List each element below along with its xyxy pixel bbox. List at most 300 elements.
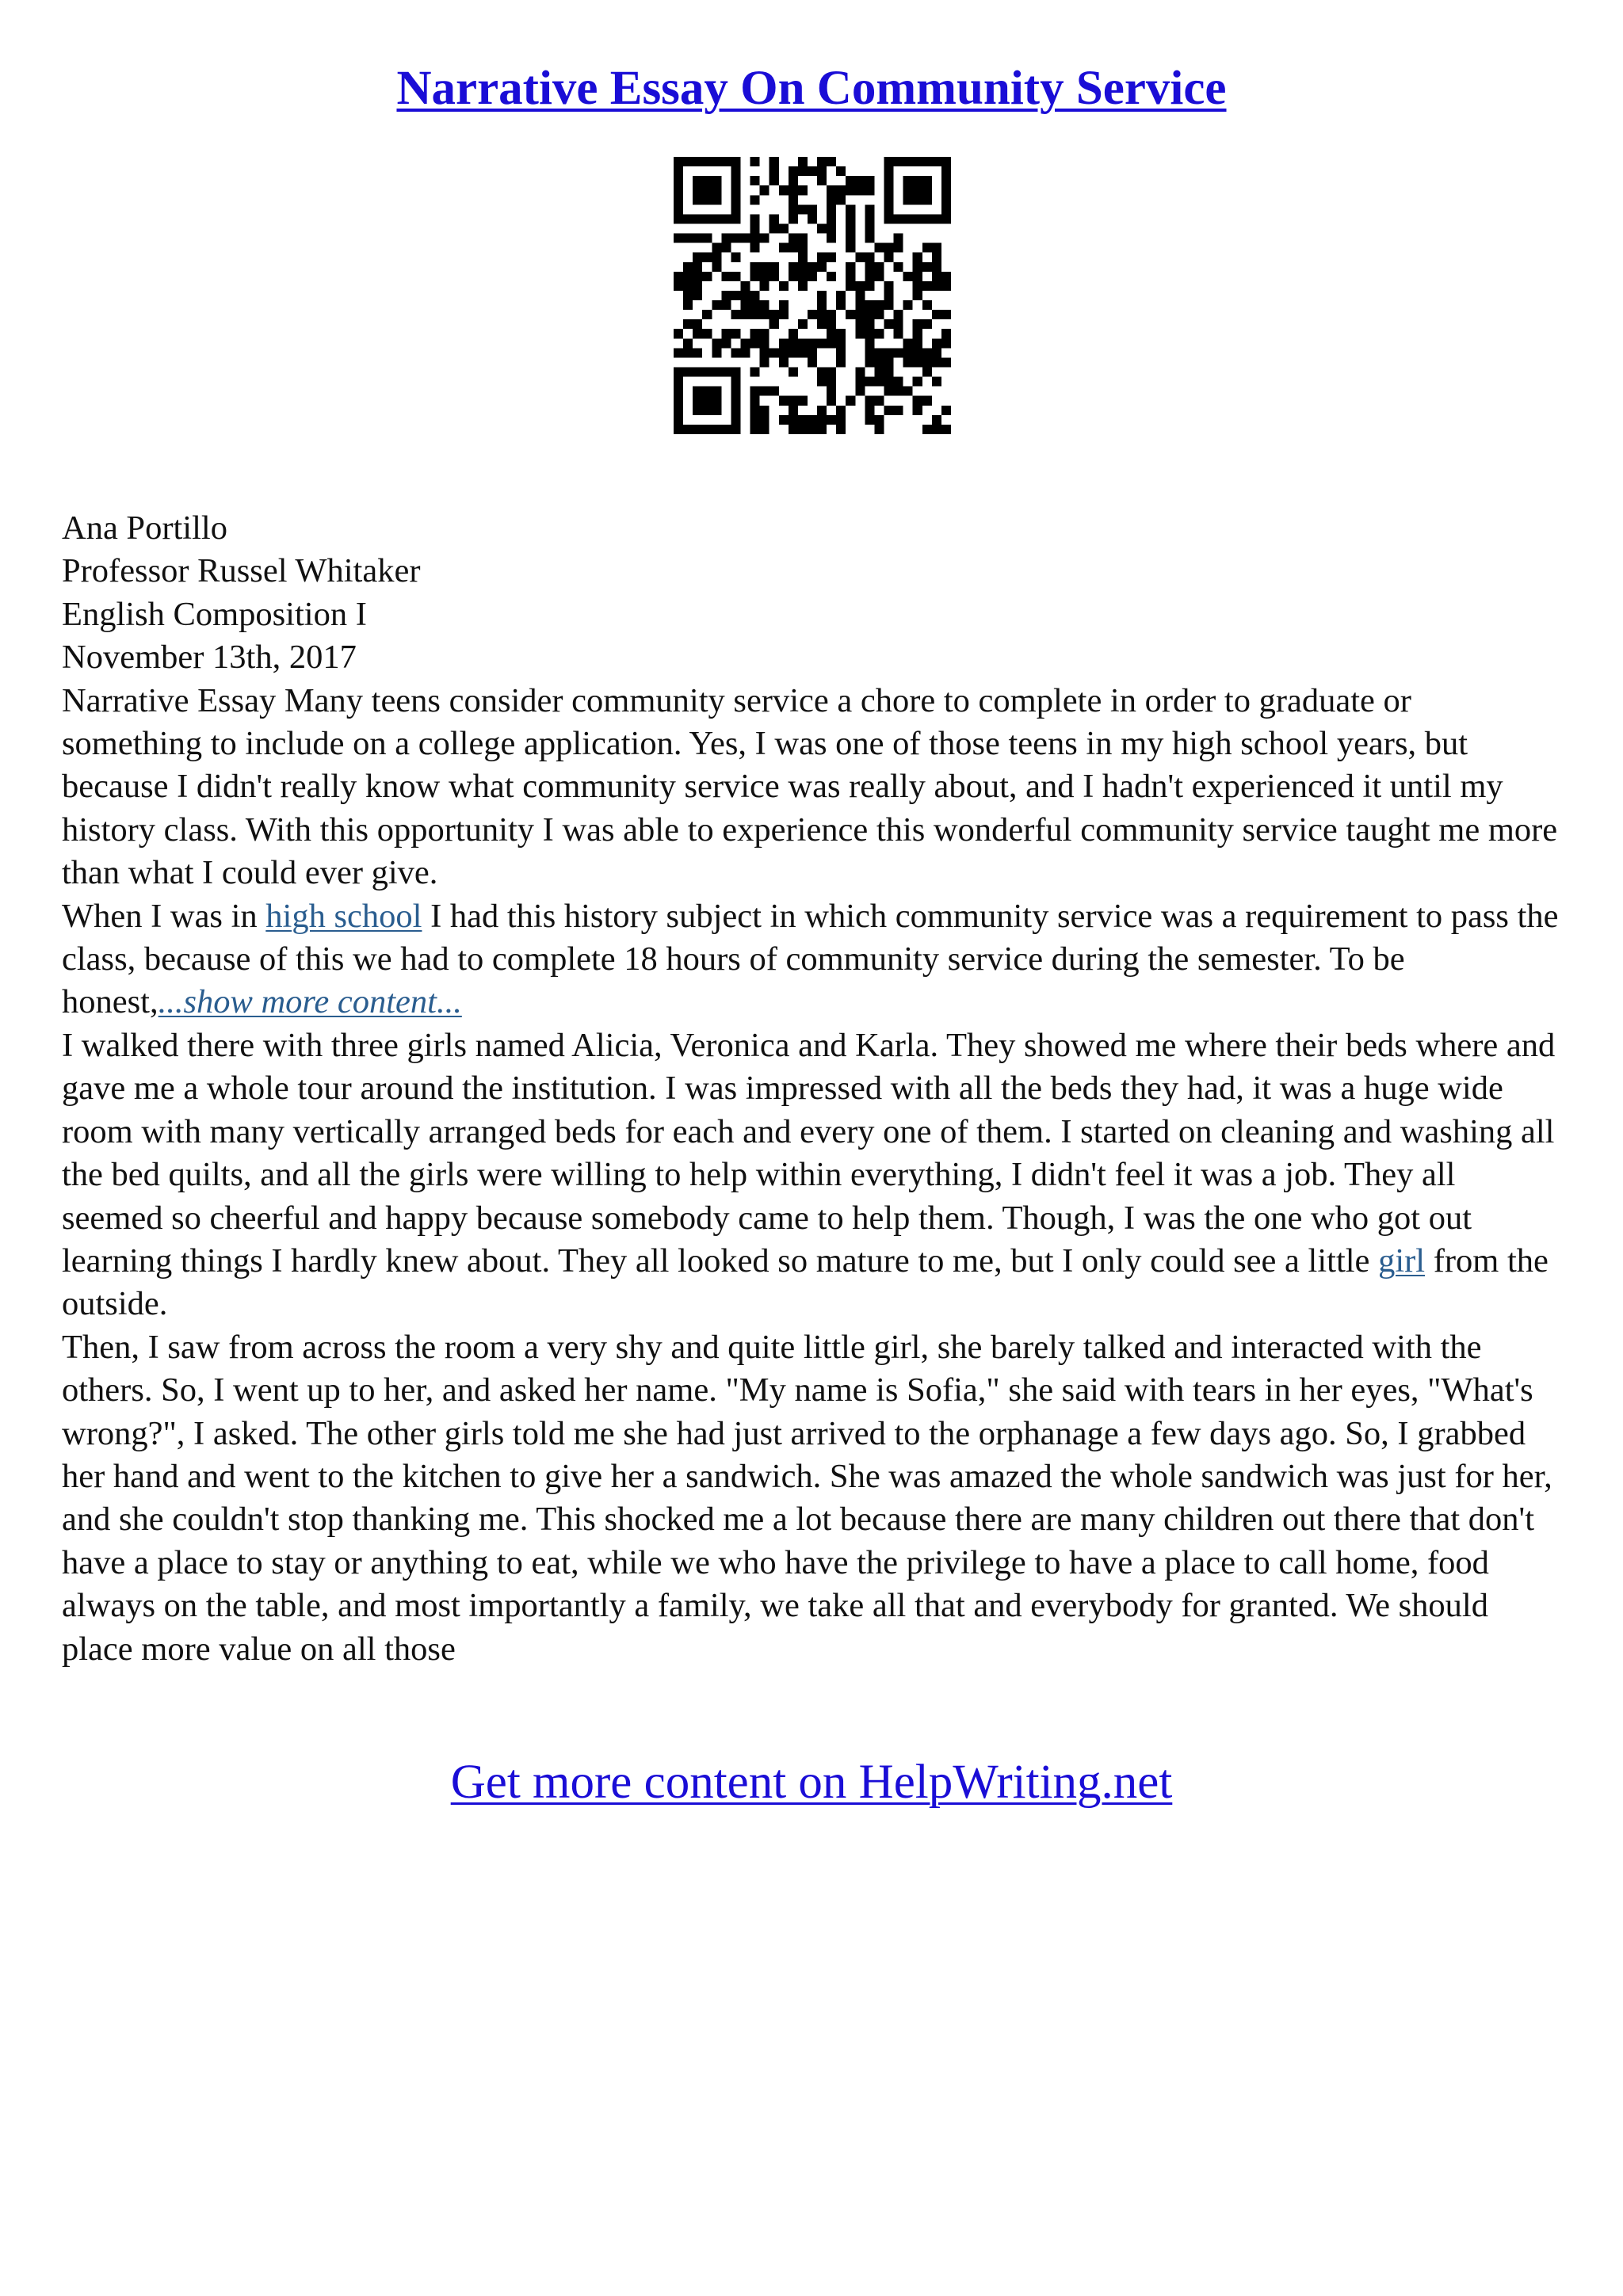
- qr-module: [798, 234, 808, 243]
- qr-module: [769, 166, 779, 176]
- qr-module: [913, 214, 922, 223]
- qr-module: [855, 310, 865, 319]
- essay-date: November 13th, 2017: [62, 639, 357, 677]
- qr-module: [789, 204, 798, 214]
- qr-module: [894, 157, 903, 166]
- qr-module: [721, 300, 731, 310]
- qr-module: [674, 166, 683, 176]
- qr-module: [750, 291, 760, 300]
- qr-module: [702, 396, 712, 406]
- qr-module: [674, 415, 683, 425]
- qr-module: [865, 214, 874, 223]
- paragraph-text: When I was in: [62, 897, 266, 935]
- qr-module: [808, 425, 817, 434]
- qr-module: [903, 185, 913, 195]
- qr-module: [674, 377, 683, 387]
- page-title: [0, 57, 1623, 120]
- qr-module: [731, 387, 740, 396]
- qr-module: [760, 281, 769, 291]
- qr-module: [836, 195, 846, 204]
- course-name: English Composition I: [62, 595, 367, 633]
- qr-module: [874, 377, 884, 387]
- qr-module: [865, 253, 874, 262]
- qr-module: [884, 157, 894, 166]
- paragraph-sofia: Then, I saw from across the room a very shy and quite little girl, she barely talked and interacted with the others. So, I went up to her, and asked her name. "My name is Sofia," she said with tears in her eyes, "What's wrong?", I asked. The other girls told me she had just arrived to the orphanage a few days ago. So, I grabbed her hand and went to the kitchen to give her a sandwich. She was amazed the whole sandwich was just for her, and she couldn't stop thanking me. This shocked me a lot because there are many children out there that don't have a place to stay or anything to eat, while we who have the privilege to have a place to call home, food always on the table, and most importantly a family, we take all that and everybody for granted. We should place more value on all those: [62, 1328, 1552, 1668]
- qr-module: [808, 214, 817, 223]
- qr-module: [712, 406, 721, 415]
- qr-module: [789, 262, 798, 272]
- qr-module: [941, 406, 951, 415]
- qr-module: [702, 272, 712, 281]
- qr-module: [884, 185, 894, 195]
- qr-module: [779, 357, 789, 367]
- qr-code-graphic: [674, 157, 951, 434]
- qr-module: [779, 396, 789, 406]
- high-school-link[interactable]: high school: [265, 897, 422, 935]
- qr-module: [941, 357, 951, 367]
- qr-module: [702, 195, 712, 204]
- qr-module: [922, 176, 932, 185]
- qr-module: [808, 338, 817, 348]
- qr-module: [817, 176, 827, 185]
- qr-module: [903, 348, 913, 357]
- qr-module: [846, 272, 855, 281]
- qr-module: [750, 223, 760, 233]
- qr-module: [913, 319, 922, 329]
- qr-module: [693, 157, 702, 166]
- paragraph-text: I walked there with three girls named Alicia, Veronica and Karla. They showed me where their beds where and gave me a whole tour around the institution. I was impressed with all the beds they had, it was a huge wide room with many vertically arranged beds for each and every one of them. I started on cleaning and washing all the bed quilts, and all the girls were willing to help within everything, I didn't feel it was a job. They all seemed so cheerful and happy because somebody came to help them. Though, I was the one who got out learning things I hardly knew about. They all looked so mature to me, but I only could see a little: [62, 1026, 1556, 1280]
- qr-module: [683, 272, 693, 281]
- qr-module: [922, 319, 932, 329]
- qr-module: [827, 272, 836, 281]
- qr-module: [894, 348, 903, 357]
- qr-module: [769, 157, 779, 166]
- qr-module: [789, 348, 798, 357]
- qr-module: [693, 176, 702, 185]
- qr-module: [922, 348, 932, 357]
- girl-link[interactable]: girl: [1378, 1241, 1426, 1280]
- qr-module: [712, 300, 721, 310]
- qr-module: [683, 348, 693, 357]
- qr-module: [789, 185, 798, 195]
- show-more-content-link[interactable]: ...show more content...: [158, 983, 462, 1021]
- qr-module: [789, 425, 798, 434]
- qr-module: [750, 243, 760, 253]
- qr-module: [750, 214, 760, 223]
- qr-module: [884, 319, 894, 329]
- qr-module: [760, 357, 769, 367]
- qr-module: [769, 262, 779, 272]
- qr-module: [913, 406, 922, 415]
- qr-module: [941, 425, 951, 434]
- qr-module: [932, 157, 941, 166]
- qr-module: [731, 348, 740, 357]
- qr-module: [731, 425, 740, 434]
- qr-module: [712, 348, 721, 357]
- qr-module: [674, 329, 683, 338]
- qr-module: [894, 234, 903, 243]
- qr-module: [798, 166, 808, 176]
- qr-module: [846, 243, 855, 253]
- qr-module: [827, 396, 836, 406]
- qr-module: [836, 166, 846, 176]
- qr-module: [922, 396, 932, 406]
- qr-module: [922, 157, 932, 166]
- qr-module: [760, 272, 769, 281]
- qr-module: [808, 310, 817, 319]
- qr-module: [855, 185, 865, 195]
- qr-module: [827, 214, 836, 223]
- qr-module: [865, 281, 874, 291]
- qr-module: [702, 425, 712, 434]
- qr-module: [702, 310, 712, 319]
- qr-module: [798, 253, 808, 262]
- qr-module: [693, 272, 702, 281]
- qr-module: [903, 357, 913, 367]
- qr-module: [913, 348, 922, 357]
- qr-module: [674, 176, 683, 185]
- qr-module: [779, 243, 789, 253]
- qr-module: [922, 262, 932, 272]
- qr-module: [932, 262, 941, 272]
- qr-module: [827, 415, 836, 425]
- qr-module: [846, 214, 855, 223]
- qr-module: [865, 396, 874, 406]
- qr-module: [884, 204, 894, 214]
- qr-module: [731, 396, 740, 406]
- qr-module: [683, 368, 693, 377]
- qr-module: [836, 357, 846, 367]
- qr-module: [712, 396, 721, 406]
- qr-module: [941, 204, 951, 214]
- qr-module: [760, 329, 769, 338]
- qr-module: [941, 329, 951, 338]
- qr-module: [683, 157, 693, 166]
- qr-module: [903, 387, 913, 396]
- qr-module: [674, 387, 683, 396]
- qr-code-icon: [674, 157, 951, 434]
- qr-module: [731, 176, 740, 185]
- qr-module: [932, 338, 941, 348]
- qr-module: [712, 185, 721, 195]
- qr-module: [683, 319, 693, 329]
- qr-module: [913, 377, 922, 387]
- qr-module: [740, 281, 750, 291]
- qr-module: [932, 415, 941, 425]
- qr-module: [740, 300, 750, 310]
- qr-module: [674, 185, 683, 195]
- qr-module: [865, 377, 874, 387]
- qr-module: [769, 319, 779, 329]
- qr-module: [884, 243, 894, 253]
- qr-module: [836, 338, 846, 348]
- qr-module: [884, 195, 894, 204]
- qr-module: [712, 253, 721, 262]
- qr-module: [693, 281, 702, 291]
- qr-module: [903, 195, 913, 204]
- qr-module: [817, 223, 827, 233]
- paragraph-intro: Narrative Essay Many teens consider community service a chore to complete in order to graduate or something to include on a college application. Yes, I was one of those teens in my high school years, but because I didn't really know what community service was really about, and I hadn't experienced it until my history class. With this opportunity I was able to experience this wonderful community service taught me more than what I could ever give.: [62, 681, 1558, 892]
- qr-module: [674, 214, 683, 223]
- qr-module: [750, 300, 760, 310]
- qr-module: [731, 406, 740, 415]
- qr-module: [865, 262, 874, 272]
- qr-module: [712, 214, 721, 223]
- qr-module: [846, 310, 855, 319]
- qr-module: [731, 166, 740, 176]
- qr-module: [827, 157, 836, 166]
- qr-module: [903, 214, 913, 223]
- qr-module: [913, 157, 922, 166]
- qr-module: [712, 262, 721, 272]
- qr-module: [855, 377, 865, 387]
- qr-module: [712, 387, 721, 396]
- qr-module: [884, 348, 894, 357]
- qr-module: [817, 157, 827, 166]
- qr-module: [779, 310, 789, 319]
- qr-module: [817, 415, 827, 425]
- qr-module: [808, 415, 817, 425]
- qr-module: [874, 348, 884, 357]
- qr-module: [922, 357, 932, 367]
- qr-module: [874, 272, 884, 281]
- qr-module: [884, 291, 894, 300]
- qr-module: [674, 368, 683, 377]
- qr-module: [731, 157, 740, 166]
- qr-module: [903, 300, 913, 310]
- qr-module: [865, 176, 874, 185]
- qr-module: [865, 300, 874, 310]
- qr-module: [836, 185, 846, 195]
- qr-module: [731, 329, 740, 338]
- qr-module: [789, 396, 798, 406]
- qr-module: [750, 425, 760, 434]
- qr-module: [865, 319, 874, 329]
- qr-module: [731, 185, 740, 195]
- qr-module: [884, 387, 894, 396]
- qr-module: [817, 425, 827, 434]
- qr-module: [798, 243, 808, 253]
- qr-module: [798, 157, 808, 166]
- qr-module: [817, 253, 827, 262]
- qr-module: [874, 396, 884, 406]
- qr-module: [855, 387, 865, 396]
- qr-module: [941, 176, 951, 185]
- qr-module: [865, 310, 874, 319]
- qr-module: [874, 243, 884, 253]
- qr-module: [731, 195, 740, 204]
- qr-module: [846, 262, 855, 272]
- qr-module: [769, 348, 779, 357]
- qr-module: [760, 185, 769, 195]
- qr-module: [674, 281, 683, 291]
- qr-module: [941, 338, 951, 348]
- qr-module: [769, 387, 779, 396]
- qr-module: [693, 406, 702, 415]
- qr-module: [693, 214, 702, 223]
- qr-module: [740, 310, 750, 319]
- qr-module: [760, 338, 769, 348]
- qr-module: [874, 310, 884, 319]
- qr-module: [855, 253, 865, 262]
- qr-module: [683, 338, 693, 348]
- qr-module: [894, 329, 903, 338]
- qr-module: [674, 272, 683, 281]
- qr-module: [932, 357, 941, 367]
- qr-module: [932, 425, 941, 434]
- qr-module: [798, 281, 808, 291]
- qr-module: [683, 300, 693, 310]
- qr-module: [683, 425, 693, 434]
- qr-module: [874, 300, 884, 310]
- qr-module: [865, 185, 874, 195]
- qr-module: [846, 281, 855, 291]
- qr-module: [760, 300, 769, 310]
- qr-module: [789, 195, 798, 204]
- qr-module: [721, 329, 731, 338]
- qr-module: [731, 368, 740, 377]
- qr-module: [874, 329, 884, 338]
- qr-module: [702, 185, 712, 195]
- qr-module: [827, 338, 836, 348]
- qr-module: [817, 319, 827, 329]
- qr-module: [941, 272, 951, 281]
- title-link[interactable]: Narrative Essay On Community Service: [396, 62, 1227, 115]
- qr-module: [789, 166, 798, 176]
- qr-module: [798, 415, 808, 425]
- qr-module: [779, 338, 789, 348]
- essay-body: [62, 507, 1560, 1671]
- qr-module: [894, 319, 903, 329]
- qr-module: [922, 214, 932, 223]
- qr-module: [865, 272, 874, 281]
- qr-module: [922, 243, 932, 253]
- qr-module: [836, 348, 846, 357]
- qr-module: [913, 253, 922, 262]
- qr-module: [798, 425, 808, 434]
- qr-module: [855, 281, 865, 291]
- qr-module: [913, 262, 922, 272]
- qr-module: [702, 157, 712, 166]
- qr-module: [827, 310, 836, 319]
- qr-module: [808, 166, 817, 176]
- qr-module: [769, 272, 779, 281]
- qr-module: [731, 253, 740, 262]
- qr-module: [693, 348, 702, 357]
- qr-module: [750, 176, 760, 185]
- qr-module: [712, 157, 721, 166]
- qr-module: [855, 329, 865, 338]
- qr-module: [913, 329, 922, 338]
- qr-module: [894, 406, 903, 415]
- qr-module: [865, 357, 874, 367]
- qr-module: [721, 425, 731, 434]
- qr-module: [731, 377, 740, 387]
- qr-module: [740, 338, 750, 348]
- qr-module: [855, 300, 865, 310]
- footer-link[interactable]: Get more content on HelpWriting.net: [450, 1756, 1173, 1809]
- qr-module: [693, 185, 702, 195]
- qr-module: [932, 243, 941, 253]
- qr-module: [750, 406, 760, 415]
- footer: [0, 1751, 1623, 1814]
- qr-module: [740, 234, 750, 243]
- qr-module: [884, 377, 894, 387]
- qr-module: [932, 348, 941, 357]
- qr-module: [789, 272, 798, 281]
- qr-module: [798, 396, 808, 406]
- qr-module: [789, 368, 798, 377]
- qr-module: [779, 281, 789, 291]
- qr-module: [913, 357, 922, 367]
- qr-module: [855, 291, 865, 300]
- qr-module: [932, 272, 941, 281]
- qr-module: [846, 176, 855, 185]
- qr-module: [760, 387, 769, 396]
- qr-module: [683, 262, 693, 272]
- qr-module: [817, 166, 827, 176]
- qr-module: [779, 185, 789, 195]
- qr-module: [808, 357, 817, 367]
- qr-module: [808, 272, 817, 281]
- qr-module: [894, 262, 903, 272]
- qr-module: [683, 234, 693, 243]
- qr-module: [712, 243, 721, 253]
- qr-module: [798, 348, 808, 357]
- qr-module: [922, 300, 932, 310]
- qr-module: [693, 329, 702, 338]
- qr-module: [894, 310, 903, 319]
- qr-module: [731, 415, 740, 425]
- qr-module: [674, 396, 683, 406]
- qr-module: [702, 406, 712, 415]
- qr-module: [827, 329, 836, 338]
- qr-module: [674, 234, 683, 243]
- qr-module: [874, 415, 884, 425]
- qr-module: [913, 291, 922, 300]
- qr-module: [674, 195, 683, 204]
- qr-module: [865, 223, 874, 233]
- qr-module: [903, 157, 913, 166]
- qr-module: [721, 272, 731, 281]
- qr-module: [683, 281, 693, 291]
- qr-module: [865, 415, 874, 425]
- qr-module: [779, 223, 789, 233]
- qr-module: [702, 368, 712, 377]
- qr-module: [712, 176, 721, 185]
- qr-module: [760, 415, 769, 425]
- qr-module: [721, 157, 731, 166]
- qr-module: [827, 253, 836, 262]
- qr-module: [798, 319, 808, 329]
- qr-module: [693, 425, 702, 434]
- qr-module: [731, 204, 740, 214]
- qr-module: [884, 300, 894, 310]
- qr-module: [827, 387, 836, 396]
- qr-module: [846, 204, 855, 214]
- qr-module: [740, 348, 750, 357]
- qr-module: [712, 368, 721, 377]
- qr-module: [702, 176, 712, 185]
- qr-module: [827, 234, 836, 243]
- qr-module: [789, 406, 798, 415]
- qr-module: [836, 425, 846, 434]
- qr-module: [817, 368, 827, 377]
- qr-module: [922, 195, 932, 204]
- qr-module: [769, 176, 779, 185]
- qr-module: [874, 357, 884, 367]
- qr-module: [731, 291, 740, 300]
